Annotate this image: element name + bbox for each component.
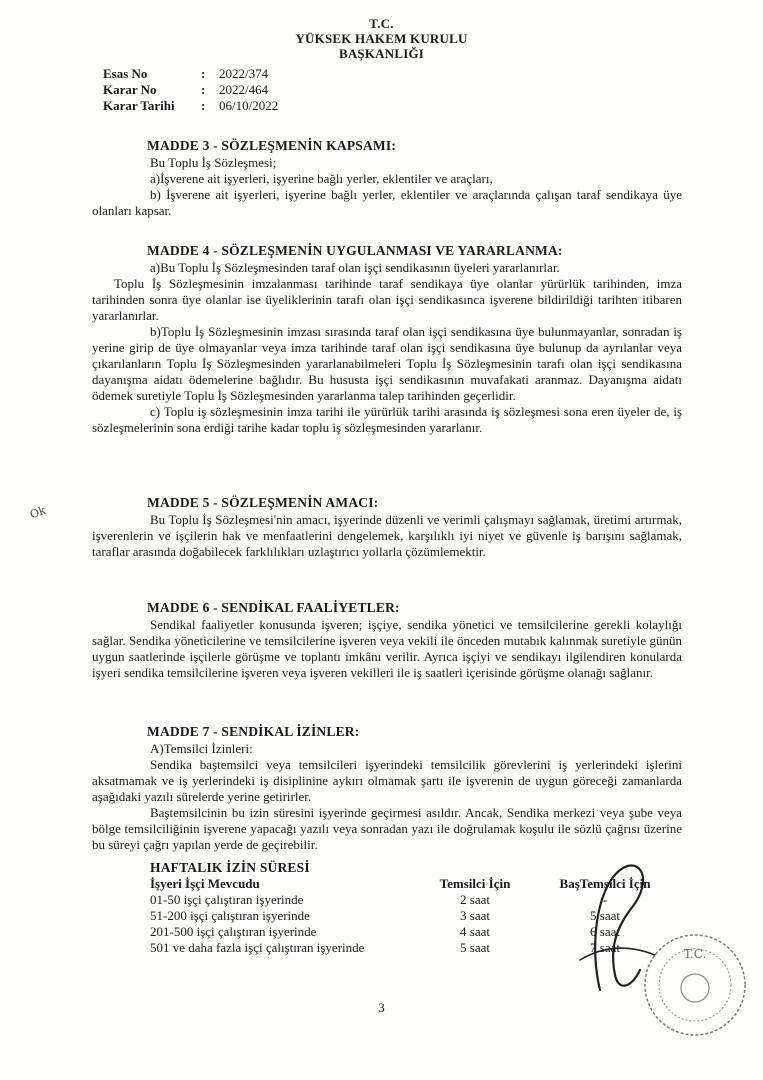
table-cell: 201-500 işçi çalıştıran işyerinde [150,924,317,939]
table-cell: 501 ve daha fazla işçi çalıştıran işyerinde [150,940,365,955]
table-header-cell: BaşTemsilci İçin [559,876,651,891]
table-cell: 5 saat [460,940,490,955]
table-cell: 01-50 işçi çalıştıran işyerinde [150,892,304,907]
article-title: MADDE 4 - SÖZLEŞMENİN UYGULANMASI VE YARARLANMA: [147,243,563,258]
article-paragraph: Bu Toplu İş Sözleşmesi; [150,155,277,170]
article-paragraph: c) Toplu iş sözleşmesinin imza tarihi ile yürürlük tarihi arasında iş sözleşmesi sona eren üyeler de, iş sözleşmelerinin sona erdiği tarihe kadar toplu iş sözleşmesinden yararlanır. [92,404,682,435]
meta-label: Karar No [103,82,157,97]
article-7 [92,724,682,853]
meta-row-karar-tarihi: Karar Tarihi : 06/10/2022 [103,98,279,113]
stamp-text: T.C. [683,947,707,961]
article-paragraph: Sendika baştemsilci veya temsilcileri işyerindeki temsilcilik görevlerini iş yerlerindeki işlerini aksatmamak ve iş yerlerindeki iş disiplinine aykırı olmamak şartı ile işverenin de uygun göreceği zamanlarda aşağıdaki yazılı sürelerde yerine getirirler. [92,757,682,804]
table-cell: 7 saat [590,940,620,955]
article-paragraph: b) İşverene ait işyerleri, işyerine bağlı yerler, eklentiler ve araçlarında çalışan taraf sendikaya üye olanları kapsar. [92,187,682,218]
article-title: MADDE 3 - SÖZLEŞMENİN KAPSAMI: [147,138,397,153]
header-tc: T.C. [369,16,394,31]
article-paragraph: Toplu İş Sözleşmesinin imzalanması tarihinde taraf sendikaya üye olanlar yürürlük tarihinden, imza tarihinden sonra üye olanlar ise üyeliklerinin tarafı olan işçi sendikasınca işverene bildirildiği tarihten itibaren yararlanırlar. [92,276,682,323]
article-title: MADDE 5 - SÖZLEŞMENİN AMACI: [147,495,379,510]
article-4 [92,243,682,436]
table-cell: 5 saat [590,908,620,923]
document-header [0,16,763,61]
article-paragraph: a)Bu Toplu İş Sözleşmesinden taraf olan işçi sendikasının üyeleri yararlanırlar. [150,260,560,275]
page-number: 3 [378,1000,385,1015]
table-cell: 4 saat [460,924,490,939]
article-title: MADDE 7 - SENDİKAL İZİNLER: [147,724,360,739]
article-paragraph: b)Toplu İş Sözleşmesinin imzası sırasında taraf olan işçi sendikasına üye bulunmayanlar, sonradan iş yerine girip de üye olmayanlar veya imza tarihinde taraf olan işçi sendikasına üye bulunup da ayrılanlar veya çıkarılanların Toplu İş Sözleşmesinden yararlanabilmeleri Toplu İş Sözleşmesinin tarafı olan işçi sendikasına dayanışma aidatı ödemelerine bağlıdır. Bu hususta işçi sendikasının muvafakati aranmaz. Dayanışma aidatı ödemek suretiyle Toplu İş Sözleşmesinden yararlanma talep tarihinden geçerlidir. [92,324,682,403]
table-title: HAFTALIK İZİN SÜRESİ [150,860,310,875]
article-paragraph: Baştemsilcinin bu izin süresini işyerinde geçirmesi asıldır. Ancak, Sendika merkezi veya şube veya bölge temsilciliğinin işverene yapacağı yazılı veya sonradan yazı ile doğrulamak koşulu ile sözlü çağrısı üzerine bu süreyi çağrı yapılan yerde de geçirebilir. [92,805,682,852]
case-metadata [103,66,278,114]
article-paragraph: a)İşverene ait işyerleri, işyerine bağlı yerler, eklentiler ve araçları, [150,171,493,186]
header-institution: YÜKSEK HAKEM KURULU [295,31,468,46]
table-cell: - [602,892,608,907]
table-cell: 51-200 işçi çalıştıran işyerinde [150,908,310,923]
article-paragraph: Bu Toplu İş Sözleşmesi'nin amacı, işyerinde düzenli ve verimli çalışmayı sağlamak, üretimi artırmak, işverenlerin ve işçilerin hak ve menfaatlerini dengelemek, karşılıklı iyi niyet ve güvenle iş barışını sağlamak, taraflar arasında doğabilecek farklılıkları uzlaştırıcı yollarla çözümlemektir. [92,512,682,559]
header-office: BAŞKANLIĞI [338,46,425,61]
table-header-cell: Temsilci İçin [439,876,511,891]
meta-row-karar: Karar No : 2022/464 [103,82,269,97]
article-paragraph: Sendikal faaliyetler konusunda işveren; işçiye, sendika yönetici ve temsilcilerine gerekli kolaylığı sağlar. Sendika yöneticilerine ve temsilcilerine işveren veya vekili ile önceden mutabık kalınmak suretiyle günün uygun saatlerinde işçilerle görüşme ve toplantı imkânı verilir. Ayrıca işçiyi ve sendikayı ilgilendiren konularda işyeri sendika temsilcilerine işveren veya işveren vekilleri ile iş saatleri içerisinde görüşme olanağı sağlanır. [92,617,682,680]
table-header-cell: İşyeri İşçi Mevcudu [150,876,260,891]
article-6 [92,600,682,681]
meta-value: 2022/464 [219,82,269,97]
article-paragraph: A)Temsilci İzinleri: [150,741,253,756]
table-cell: 2 saat [460,892,490,907]
article-title: MADDE 6 - SENDİKAL FAALİYETLER: [147,600,400,615]
article-3 [92,138,682,219]
meta-value: 2022/374 [219,66,269,81]
table-cell: 6 saat [590,924,620,939]
article-5 [92,495,682,560]
meta-label: Esas No [103,66,148,81]
margin-handwritten-note: Ok [28,503,48,522]
official-seal-stamp [640,930,750,1040]
table-cell: 3 saat [460,908,490,923]
meta-value: 06/10/2022 [219,98,279,113]
meta-row-esas: Esas No : 2022/374 [103,66,269,81]
meta-label: Karar Tarihi [103,98,175,113]
